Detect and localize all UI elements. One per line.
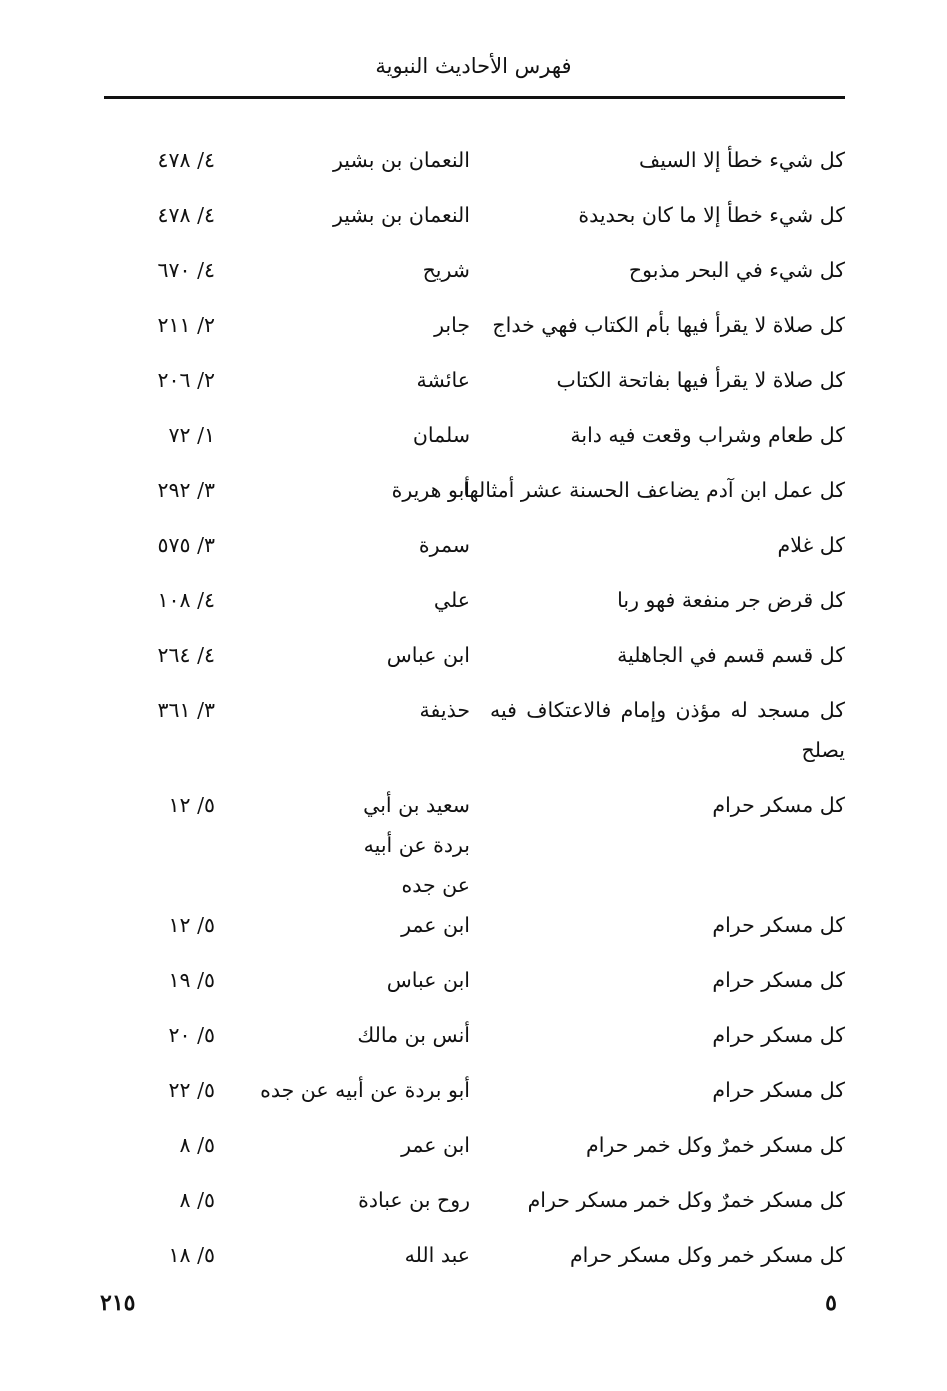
reference: ٣/ ٢٩٢ [157, 478, 215, 502]
list-item [100, 785, 845, 905]
narrator: ابن عمر [401, 913, 470, 937]
hadith-text: كل عمل ابن آدم يضاعف الحسنة عشر أمثالها [463, 478, 845, 502]
reference: ١/ ٧٢ [168, 423, 215, 447]
list-item [100, 195, 845, 250]
reference: ٢/ ٢٠٦ [157, 368, 215, 392]
hadith-text: كل مسكر حرام [712, 1078, 845, 1102]
narrator: ابن عمر [401, 1133, 470, 1157]
list-item [100, 690, 845, 785]
reference: ٥/ ١٢ [168, 913, 215, 937]
hadith-text: كل غلام [777, 533, 845, 557]
reference: ٣/ ٣٦١ [157, 698, 215, 722]
header-rule [104, 96, 845, 99]
list-item [100, 580, 845, 635]
list-item [100, 635, 845, 690]
list-item [100, 250, 845, 305]
list-item [100, 1125, 845, 1180]
hadith-text: كل طعام وشراب وقعت فيه دابة [570, 423, 845, 447]
volume-number: ٥ [825, 1290, 837, 1316]
hadith-text: كل مسكر خمر وكل مسكر حرام [569, 1243, 845, 1267]
hadith-index-list [100, 140, 845, 1290]
hadith-text: كل شيء خطأ إلا السيف [638, 148, 845, 172]
reference: ٤/ ٢٦٤ [157, 643, 215, 667]
list-item [100, 305, 845, 360]
hadith-text: كل قرض جر منفعة فهو ربا [617, 588, 845, 612]
narrator: عائشة [416, 368, 470, 392]
reference: ٥/ ٨ [179, 1133, 215, 1157]
hadith-text: كل مسكر حرام [712, 793, 845, 817]
hadith-text: كل مسكر خمرٌ وكل خمر مسكر حرام [527, 1188, 845, 1212]
reference: ٤/ ٤٧٨ [157, 148, 215, 172]
narrator: جابر [434, 313, 470, 337]
list-item [100, 525, 845, 580]
narrator: ابن عباس [386, 643, 470, 667]
hadith-text: كل مسكر خمرٌ وكل خمر حرام [586, 1133, 845, 1157]
hadith-text: كل صلاة لا يقرأ فيها بفاتحة الكتاب [556, 368, 845, 392]
list-item [100, 1070, 845, 1125]
hadith-text: كل مسكر حرام [712, 913, 845, 937]
narrator: سعيد بن أبي بردة عن أبيه عن جده [363, 793, 470, 897]
reference: ٥/ ١٩ [168, 968, 215, 992]
reference: ٥/ ٢٢ [168, 1078, 215, 1102]
narrator: حذيفة [419, 698, 470, 722]
narrator: ابن عباس [386, 968, 470, 992]
reference: ٢/ ٢١١ [157, 313, 215, 337]
narrator: شريح [422, 258, 470, 282]
reference: ٥/ ١٢ [168, 793, 215, 817]
hadith-text: كل صلاة لا يقرأ فيها بأم الكتاب فهي خداج [492, 313, 845, 337]
narrator: عبد الله [404, 1243, 470, 1267]
list-item [100, 470, 845, 525]
hadith-text: كل مسكر حرام [712, 1023, 845, 1047]
reference: ٤/ ٦٧٠ [157, 258, 215, 282]
reference: ٥/ ١٨ [168, 1243, 215, 1267]
narrator: أنس بن مالك [357, 1023, 470, 1047]
list-item [100, 140, 845, 195]
narrator: أبو بردة عن أبيه عن جده [260, 1078, 470, 1102]
list-item [100, 415, 845, 470]
reference: ٤/ ٤٧٨ [157, 203, 215, 227]
reference: ٥/ ٨ [179, 1188, 215, 1212]
list-item [100, 960, 845, 1015]
list-item [100, 360, 845, 415]
narrator: النعمان بن بشير [332, 203, 470, 227]
reference: ٣/ ٥٧٥ [157, 533, 215, 557]
page-number: ٢١٥ [100, 1290, 136, 1316]
hadith-text: كل شيء في البحر مذبوح [628, 258, 845, 282]
list-item [100, 905, 845, 960]
hadith-text: كل قسم قسم في الجاهلية [617, 643, 845, 667]
narrator: أبو هريرة [391, 478, 470, 502]
running-header-title: فهرس الأحاديث النبوية [375, 54, 572, 78]
narrator: علي [433, 588, 470, 612]
hadith-text: كل شيء خطأ إلا ما كان بحديدة [578, 203, 845, 227]
list-item [100, 1235, 845, 1290]
list-item [100, 1015, 845, 1070]
hadith-text: كل مسكر حرام [712, 968, 845, 992]
narrator: روح بن عبادة [358, 1188, 470, 1212]
narrator: سلمان [412, 423, 470, 447]
reference: ٤/ ١٠٨ [157, 588, 215, 612]
narrator: النعمان بن بشير [332, 148, 470, 172]
narrator: سمرة [418, 533, 470, 557]
reference: ٥/ ٢٠ [168, 1023, 215, 1047]
hadith-text: كل مسجد له مؤذن وإمام فالاعتكاف فيه يصلح [490, 698, 845, 762]
list-item [100, 1180, 845, 1235]
